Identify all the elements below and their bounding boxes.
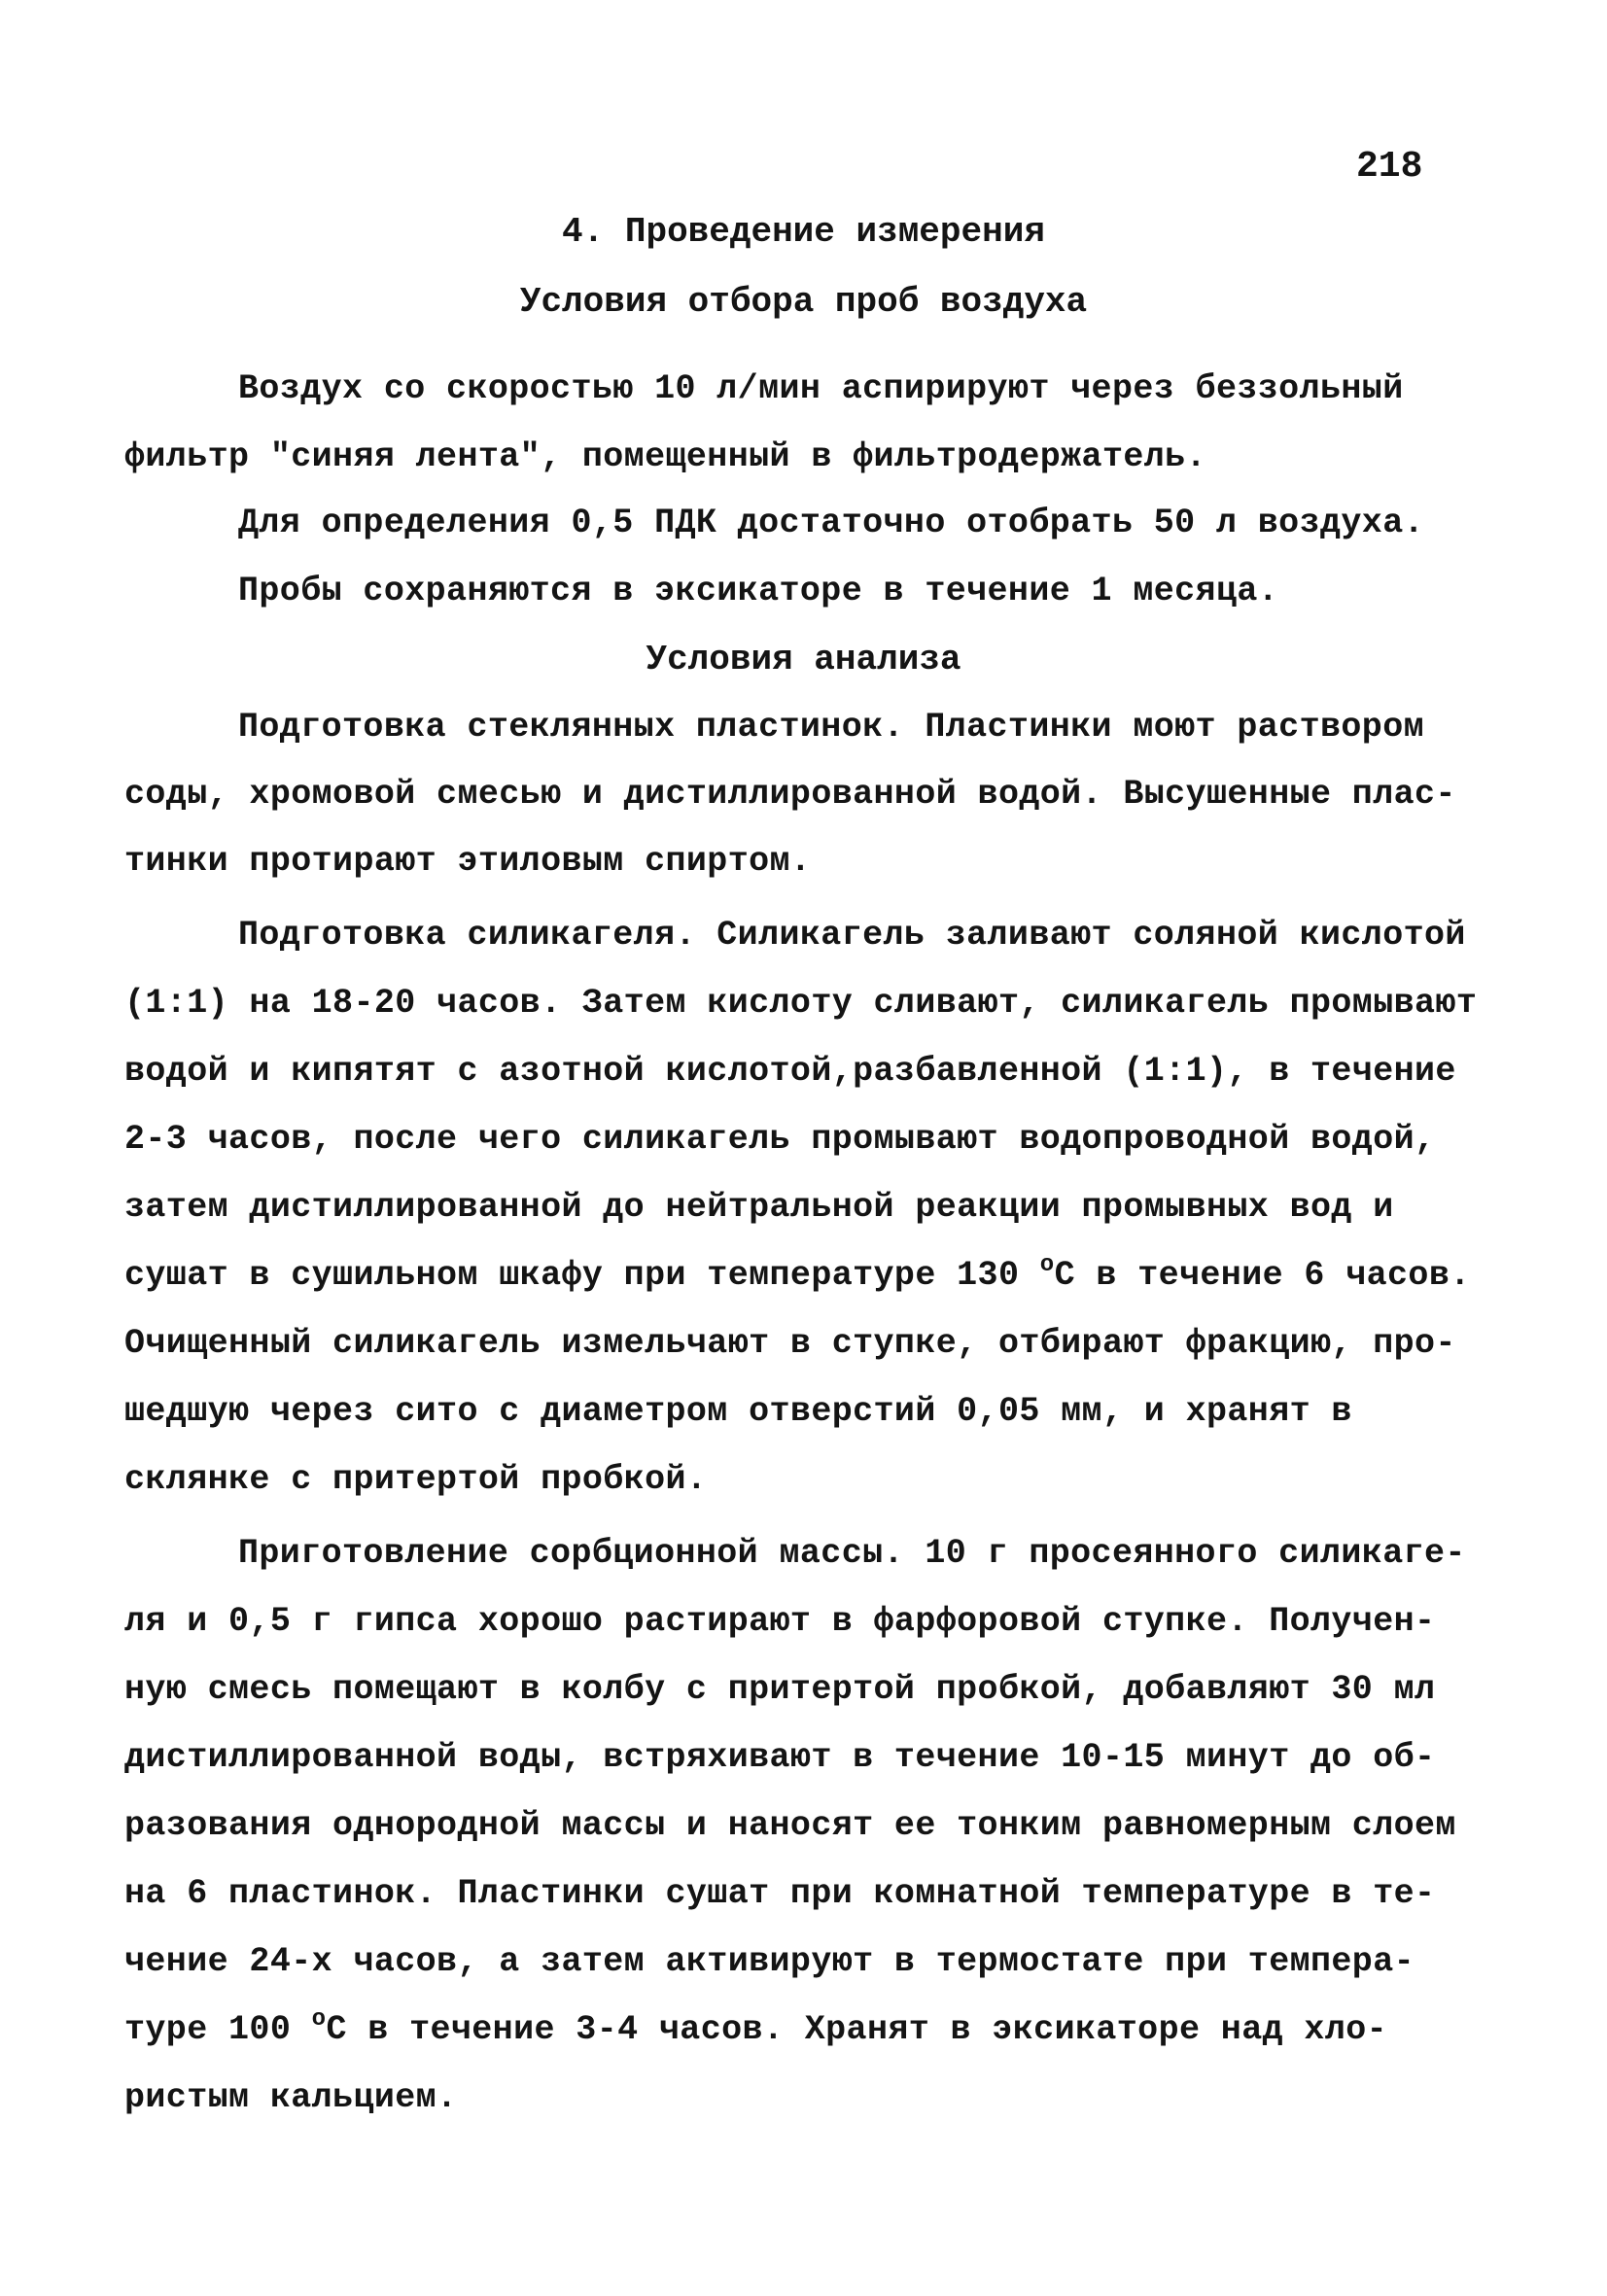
sorption-prep-line8-tail: С в течение 3-4 часов. Хранят в эксикаторе над хло- (326, 2010, 1388, 2049)
degree-mark: о (311, 2006, 327, 2033)
sampling-p1-line1: Воздух со скоростью 10 л/мин аспирируют через беззольный (238, 369, 1404, 408)
silica-prep-line6-text: сушат в сушильном шкафу при температуре 130 (124, 1256, 1040, 1295)
sampling-p2: Для определения 0,5 ПДК достаточно отобрать 50 л воздуха. (238, 504, 1424, 542)
section-title: 4. Проведение измерения (562, 212, 1045, 252)
silica-prep-line6-tail: С в течение 6 часов. (1054, 1256, 1471, 1295)
sorption-prep-line6: на 6 пластинок. Пластинки сушат при комнатной температуре в те- (124, 1874, 1436, 1913)
sorption-prep-line9: ристым кальцием. (124, 2078, 458, 2117)
sorption-prep-line1: Приготовление сорбционной массы. 10 г просеянного силикаге- (238, 1534, 1466, 1573)
silica-prep-line3: водой и кипятят с азотной кислотой,разбавленной (1:1), в течение (124, 1052, 1456, 1091)
silica-prep-line2: (1:1) на 18-20 часов. Затем кислоту сливают, силикагель промывают (124, 984, 1478, 1023)
sampling-p1-line2: фильтр "синяя лента", помещенный в фильтродержатель. (124, 437, 1206, 476)
sorption-prep-line3: ную смесь помещают в колбу с притертой пробкой, добавляют 30 мл (124, 1670, 1436, 1709)
silica-prep-line8: шедшую через сито с диаметром отверстий 0,05 мм, и хранят в (124, 1392, 1352, 1431)
sorption-prep-line5: разования однородной массы и наносят ее тонким равномерным слоем (124, 1806, 1456, 1845)
page-number: 218 (1356, 146, 1423, 188)
glass-prep-line2: соды, хромовой смесью и дистиллированной водой. Высушенные плас- (124, 775, 1456, 814)
sorption-prep-line2: ля и 0,5 г гипса хорошо растирают в фарфоровой ступке. Получен- (124, 1602, 1436, 1641)
silica-prep-line7: Очищенный силикагель измельчают в ступке, отбирают фракцию, про- (124, 1324, 1456, 1363)
sorption-prep-line8-text: туре 100 (124, 2010, 312, 2049)
degree-mark: о (1039, 1252, 1055, 1278)
subtitle-sampling-conditions: Условия отбора проб воздуха (519, 282, 1088, 322)
silica-prep-line4: 2-3 часов, после чего силикагель промывают водопроводной водой, (124, 1120, 1436, 1159)
sampling-p3: Пробы сохраняются в эксикаторе в течение 1 месяца. (238, 572, 1279, 610)
silica-prep-line1: Подготовка силикагеля. Силикагель заливают соляной кислотой (238, 916, 1466, 955)
glass-prep-line3: тинки протирают этиловым спиртом. (124, 842, 812, 881)
silica-prep-line6 (124, 1252, 1471, 1295)
sorption-prep-line4: дистиллированной воды, встряхивают в течение 10-15 минут до об- (124, 1738, 1436, 1777)
silica-prep-line5: затем дистиллированной до нейтральной реакции промывных вод и (124, 1188, 1394, 1227)
sorption-prep-line8 (124, 2006, 1388, 2049)
glass-prep-line1: Подготовка стеклянных пластинок. Пластинки моют раствором (238, 708, 1424, 747)
silica-prep-line9: склянке с притертой пробкой. (124, 1460, 708, 1499)
sorption-prep-line7: чение 24-х часов, а затем активируют в термостате при темпера- (124, 1942, 1415, 1981)
subtitle-analysis-conditions: Условия анализа (646, 640, 961, 679)
